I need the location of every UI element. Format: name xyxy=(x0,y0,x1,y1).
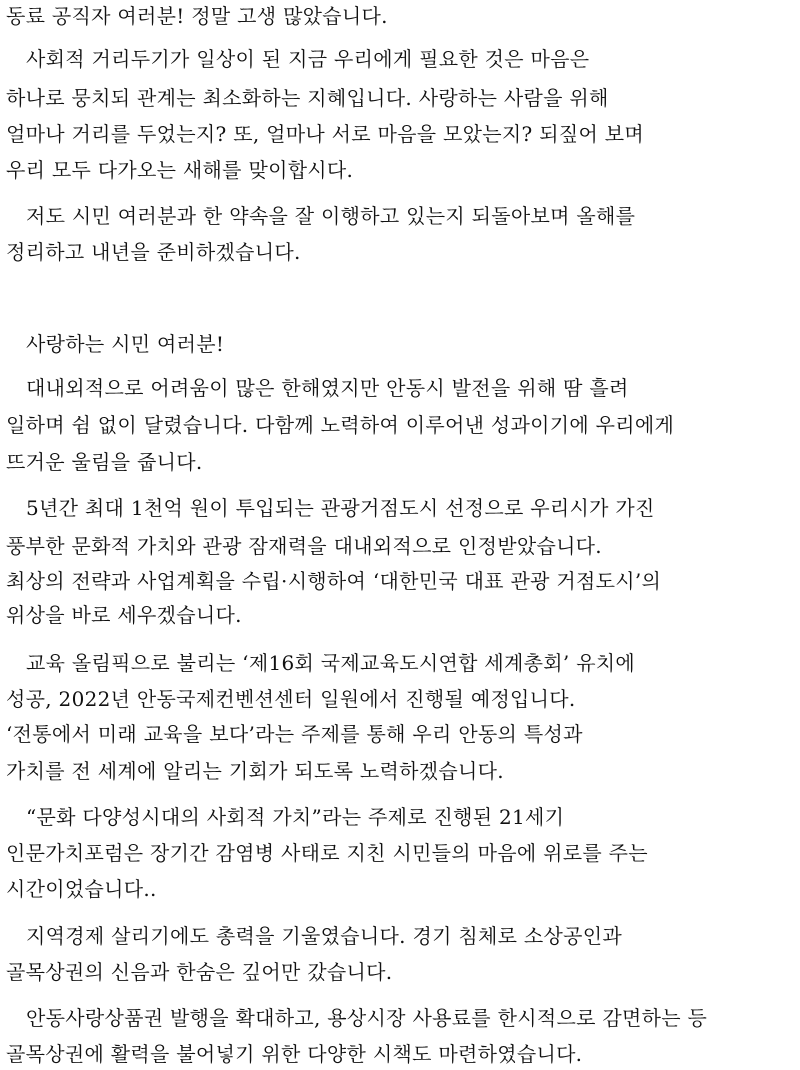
text-line: 5년간 최대 1천억 원이 투입되는 관광거점도시 선정으로 우리시가 가진 xyxy=(26,496,655,520)
text-line: 위상을 바로 세우겠습니다. xyxy=(6,603,242,627)
text-line: 성공, 2022년 안동국제컨벤션센터 일원에서 진행될 예정입니다. xyxy=(6,687,576,711)
text-line: ‘전통에서 미래 교육을 보다’라는 주제를 통해 우리 안동의 특성과 xyxy=(6,722,583,746)
text-line: 사회적 거리두기가 일상이 된 지금 우리에게 필요한 것은 마음은 xyxy=(26,47,590,71)
text-line: 골목상권에 활력을 불어넣기 위한 다양한 시책도 마련하였습니다. xyxy=(6,1042,583,1066)
text-line: 정리하고 내년을 준비하겠습니다. xyxy=(6,240,301,264)
text-line: 인문가치포럼은 장기간 감염병 사태로 지친 시민들의 마음에 위로를 주는 xyxy=(6,841,648,865)
text-line: 시간이었습니다.. xyxy=(6,877,157,901)
text-line: 교육 올림픽으로 불리는 ‘제16회 국제교육도시연합 세계총회’ 유치에 xyxy=(26,651,636,675)
text-line: 얼마나 거리를 두었는지? 또, 얼마나 서로 마음을 모았는지? 되짚어 보며 xyxy=(6,122,644,146)
text-line: 일하며 쉼 없이 달렸습니다. 다함께 노력하여 이루어낸 성과이기에 우리에게 xyxy=(6,413,675,437)
section-heading: 사랑하는 시민 여러분! xyxy=(26,332,225,356)
text-line: 우리 모두 다가오는 새해를 맞이합시다. xyxy=(6,158,354,182)
text-line: 동료 공직자 여러분! 정말 고생 많았습니다. xyxy=(6,4,388,28)
text-line: 저도 시민 여러분과 한 약속을 잘 이행하고 있는지 되돌아보며 올해를 xyxy=(26,204,636,228)
text-line: 최상의 전략과 사업계획을 수립·시행하여 ‘대한민국 대표 관광 거점도시’의 xyxy=(6,569,662,593)
text-line: 뜨거운 울림을 줍니다. xyxy=(6,450,203,474)
text-line: 하나로 뭉치되 관계는 최소화하는 지혜입니다. 사랑하는 사람을 위해 xyxy=(6,86,609,110)
text-line: 골목상권의 신음과 한숨은 깊어만 갔습니다. xyxy=(6,960,393,984)
text-line: 풍부한 문화적 가치와 관광 잠재력을 대내외적으로 인정받았습니다. xyxy=(6,534,602,558)
text-line: 안동사랑상품권 발행을 확대하고, 용상시장 사용료를 한시적으로 감면하는 등 xyxy=(26,1006,708,1030)
text-line: “문화 다양성시대의 사회적 가치”라는 주제로 진행된 21세기 xyxy=(26,805,565,829)
text-line: 가치를 전 세계에 알리는 기회가 되도록 노력하겠습니다. xyxy=(6,759,504,783)
text-line: 대내외적으로 어려움이 많은 한해였지만 안동시 발전을 위해 땀 흘려 xyxy=(26,376,629,400)
text-line: 지역경제 살리기에도 총력을 기울였습니다. 경기 침체로 소상공인과 xyxy=(26,924,622,948)
